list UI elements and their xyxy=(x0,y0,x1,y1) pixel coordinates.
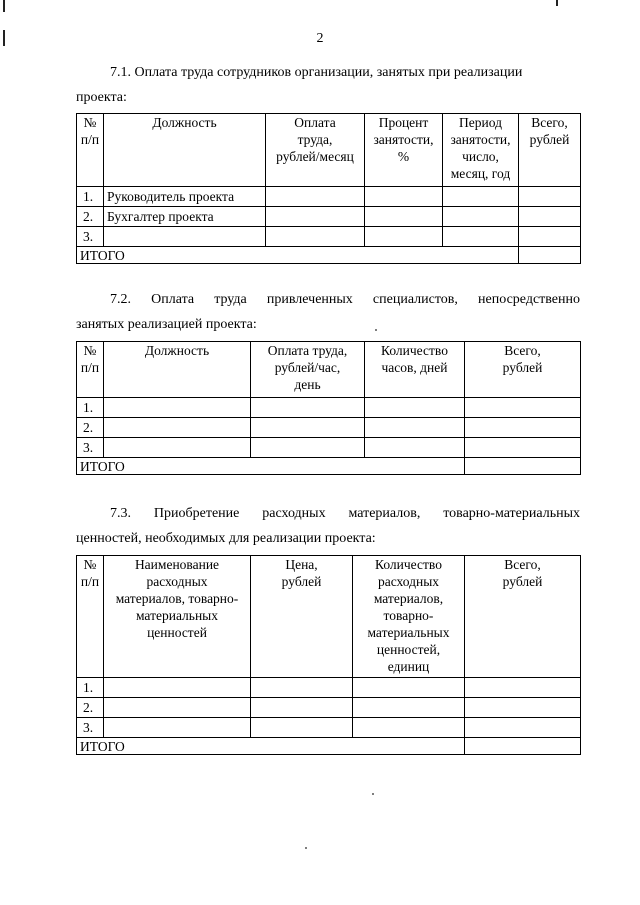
total-label: ИТОГО xyxy=(77,247,519,264)
total-value[interactable] xyxy=(465,458,581,475)
header-period: Период занятости, число, месяц, год xyxy=(443,114,519,187)
scan-speck xyxy=(372,793,374,795)
total-row xyxy=(77,738,581,755)
total-label: ИТОГО xyxy=(77,738,465,755)
table-row xyxy=(77,227,581,247)
cell-period[interactable] xyxy=(443,227,519,247)
section2-table xyxy=(76,341,581,475)
table-row xyxy=(77,718,581,738)
section2-heading-line1: 7.2. Оплата труда привлеченных специалистов, непосредственно xyxy=(110,292,580,307)
cell-total[interactable] xyxy=(519,207,581,227)
total-label: ИТОГО xyxy=(77,458,465,475)
table-row xyxy=(77,187,581,207)
table-row xyxy=(77,438,581,458)
header-total: Всего, рублей xyxy=(519,114,581,187)
cell-percent[interactable] xyxy=(365,207,443,227)
cell-percent[interactable] xyxy=(365,227,443,247)
cell-hours[interactable] xyxy=(365,418,465,438)
cell-total[interactable] xyxy=(465,718,581,738)
cell-pay[interactable] xyxy=(251,418,365,438)
cell-pay[interactable] xyxy=(266,207,365,227)
row-position: Бухгалтер проекта xyxy=(104,207,266,227)
cell-total[interactable] xyxy=(465,398,581,418)
total-row xyxy=(77,247,581,264)
row-position[interactable] xyxy=(104,227,266,247)
section3-table xyxy=(76,555,581,755)
header-price: Цена, рублей xyxy=(251,556,353,678)
scan-speck xyxy=(305,847,307,849)
section2-header-row xyxy=(77,342,581,398)
header-total: Всего, рублей xyxy=(465,342,581,398)
cell-price[interactable] xyxy=(251,678,353,698)
row-num: 2. xyxy=(77,698,104,718)
header-hours: Количество часов, дней xyxy=(365,342,465,398)
section3-heading-line2: ценностей, необходимых для реализации проекта: xyxy=(76,531,376,546)
row-num: 2. xyxy=(77,418,104,438)
total-value[interactable] xyxy=(519,247,581,264)
cell-total[interactable] xyxy=(519,227,581,247)
cell-position[interactable] xyxy=(104,398,251,418)
header-name: Наименование расходных материалов, товарно- материальных ценностей xyxy=(104,556,251,678)
row-num: 1. xyxy=(77,398,104,418)
cell-qty[interactable] xyxy=(353,698,465,718)
header-position: Должность xyxy=(104,114,266,187)
table-row xyxy=(77,207,581,227)
scan-speck xyxy=(375,329,377,331)
row-num: 2. xyxy=(77,207,104,227)
cell-qty[interactable] xyxy=(353,678,465,698)
total-value[interactable] xyxy=(465,738,581,755)
header-pay: Оплата труда, рублей/час, день xyxy=(251,342,365,398)
section1-table xyxy=(76,113,581,264)
cell-pay[interactable] xyxy=(266,227,365,247)
cell-price[interactable] xyxy=(251,718,353,738)
cell-name[interactable] xyxy=(104,718,251,738)
cell-total[interactable] xyxy=(465,418,581,438)
header-position: Должность xyxy=(104,342,251,398)
cell-qty[interactable] xyxy=(353,718,465,738)
row-num: 3. xyxy=(77,438,104,458)
cell-period[interactable] xyxy=(443,187,519,207)
section1-heading-line1: 7.1. Оплата труда сотрудников организации, занятых при реализации xyxy=(110,65,523,80)
total-row xyxy=(77,458,581,475)
header-num: № п/п xyxy=(77,342,104,398)
cell-total[interactable] xyxy=(465,678,581,698)
cell-position[interactable] xyxy=(104,418,251,438)
section1-header-row xyxy=(77,114,581,187)
cell-price[interactable] xyxy=(251,698,353,718)
cell-name[interactable] xyxy=(104,698,251,718)
cell-total[interactable] xyxy=(519,187,581,207)
row-num: 1. xyxy=(77,187,104,207)
header-percent: Процент занятости, % xyxy=(365,114,443,187)
section1-heading xyxy=(76,60,580,110)
cell-hours[interactable] xyxy=(365,438,465,458)
scan-mark-top xyxy=(3,0,5,12)
section2-heading-line2: занятых реализацией проекта: xyxy=(76,317,257,332)
cell-name[interactable] xyxy=(104,678,251,698)
header-num: № п/п xyxy=(77,556,104,678)
row-num: 1. xyxy=(77,678,104,698)
cell-hours[interactable] xyxy=(365,398,465,418)
table-row xyxy=(77,678,581,698)
section1-heading-line2: проекта: xyxy=(76,90,127,105)
section3-heading-line1: 7.3. Приобретение расходных материалов, товарно-материальных xyxy=(110,506,580,521)
header-total: Всего, рублей xyxy=(465,556,581,678)
header-pay: Оплата труда, рублей/месяц xyxy=(266,114,365,187)
cell-pay[interactable] xyxy=(266,187,365,207)
row-num: 3. xyxy=(77,227,104,247)
page-number: 2 xyxy=(316,31,324,46)
table-row xyxy=(77,398,581,418)
header-qty: Количество расходных материалов, товарно- материальных ценностей, единиц xyxy=(353,556,465,678)
section2-heading xyxy=(76,287,580,337)
row-position: Руководитель проекта xyxy=(104,187,266,207)
scan-mark-right xyxy=(556,0,558,6)
cell-pay[interactable] xyxy=(251,398,365,418)
header-num: № п/п xyxy=(77,114,104,187)
cell-period[interactable] xyxy=(443,207,519,227)
row-num: 3. xyxy=(77,718,104,738)
cell-position[interactable] xyxy=(104,438,251,458)
cell-pay[interactable] xyxy=(251,438,365,458)
section3-header-row xyxy=(77,556,581,678)
cell-percent[interactable] xyxy=(365,187,443,207)
cell-total[interactable] xyxy=(465,438,581,458)
table-row xyxy=(77,418,581,438)
cell-total[interactable] xyxy=(465,698,581,718)
table-row xyxy=(77,698,581,718)
section3-heading xyxy=(76,501,580,551)
